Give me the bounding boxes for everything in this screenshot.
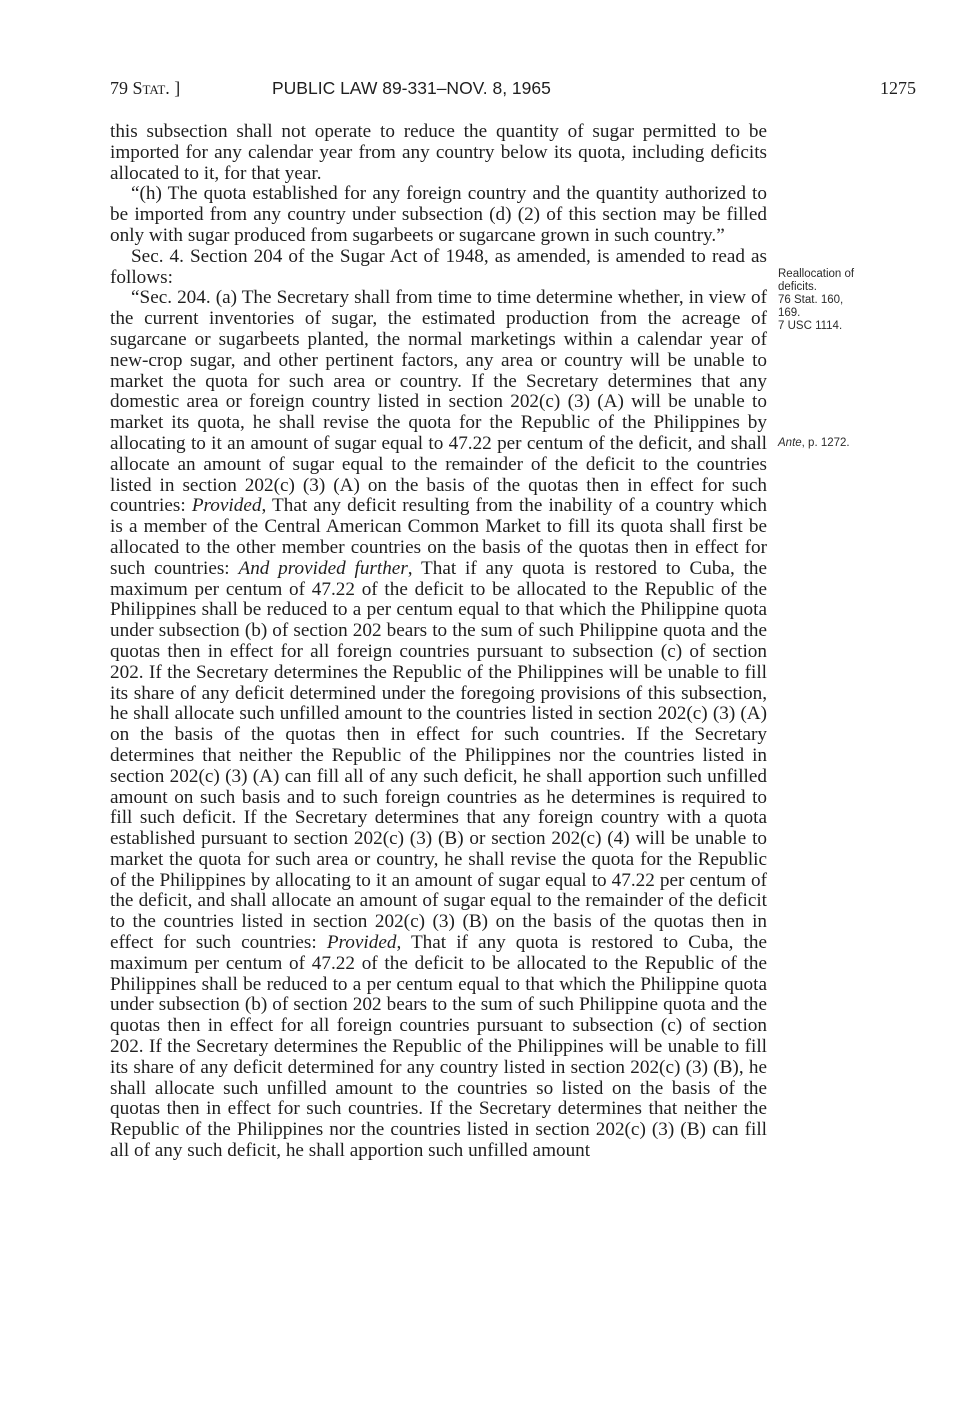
margin-citation-usc: 7 USC 1114. (778, 320, 843, 332)
volume-reference: 79 Stat. ] (110, 78, 181, 98)
provided-term-2: Provided (326, 932, 397, 954)
margin-note-ante (778, 437, 918, 450)
margin-heading-2: deficits. (778, 281, 817, 293)
margin-ante: Ante (778, 437, 802, 449)
sec204-part-2: , That any deficit resulting from the inability of a country which is a member of the Central American Common Market to fill its quota shall first be allocated to the other member countries on the basis of the quotas then in effect for such countries: (110, 495, 768, 579)
sec204-part-3: , That if any quota is restored to Cuba, the maximum per centum of 47.22 of the deficit to be allocated to the Republic of the Philippines shall be reduced to a per centum equal to that which the Philippine quota under subsection (b) of section 202 bears to the sum of such Philippine quota and the quotas then in effect for all foreign countries pursuant to subsection (c) of section 202. If the Secretary determines the Republic of the Philippines will be unable to fill its share of any deficit determined under the foregoing provisions of this subsection, he shall allocate such unfilled amount to the countries listed in section 202(c) (3) (A) on the basis of the quotas then in effect for such countries. If the Secretary determines that neither the Republic of the Philippines nor the countries listed in section 202(c) (3) (A) can fill all of any such deficit, he shall apportion such unfilled amount on such basis and to such foreign countries as he determines is required to fill such deficit. If the Secretary determines that any foreign country with a quota established pursuant to section 202(c) (3) (B) or section 202(c) (4) will be unable to market the quota for such area or country, he shall revise the quota for the Republic of the Philippines by allocating to it an amount of sugar equal to 47.22 per centum of the deficit, and shall allocate an amount of sugar equal to the remainder of the deficit to the countries listed in section 202(c) (3) (B) on the basis of the quotas then in effect for such countries: (110, 557, 768, 954)
page-number: 1275 (880, 78, 916, 98)
sec204-part-4: , That if any quota is restored to Cuba, the maximum per centum of 47.22 of the deficit to be allocated to the Republic of the Philippines shall be reduced to a per centum equal to that which the Philippine quota under subsection (b) of section 202 bears to the sum of such Philippine quota and the quotas then in effect for all foreign countries pursuant to subsection (c) of section 202. If the Secretary determines the Republic of the Philippines will be unable to fill its share of any deficit determined for any country listed in section 202(c) (3) (B), he shall allocate such unfilled amount to the countries so listed on the basis of the quotas then in effect for such countries. If the Secretary determines that neither the Republic of the Philippines nor the countries listed in section 202(c) (3) (B) can fill all of any such deficit, he shall apportion such unfilled amount (110, 932, 767, 1162)
sec204-lead: “Sec. 204. (a) The Secretary shall from time to time determine whether, in view of the current inventories of sugar, the estimated production from the acreage of sugarcane or sugarbeets planted, the normal marketings within a calendar year of new-crop sugar, and other pertinent factors, any area or country will be unable to market the quota for such area or country. If the Secretary determines that any domestic area or foreign country listed in section 202(c) (3) (A) will be unable to market its quota, he shall revise the quota for the Republic of the Philippines by allocating to it an amount of sugar equal to 47.22 per centum of the deficit, and shall allocate an amount of sugar equal to the remainder of the deficit to the countries listed in section 202(c) (3) (A) on the basis of the quotas then in effect for such countries: (110, 287, 767, 517)
paragraph-subsection-h: “(h) The quota established for any foreign country and the quantity authorized to be imported from any country under subsection (d) (2) of this section may be filled only with sugar produced from sugarbeets or sugarcane grown in such country.” (110, 183, 767, 246)
paragraph-sec-204 (110, 288, 767, 1161)
page-header (110, 77, 916, 99)
margin-citation-stat: 76 Stat. 160, (778, 294, 844, 306)
page-title: PUBLIC LAW 89-331–NOV. 8, 1965 (272, 78, 551, 98)
margin-citation-stat-2: 169. (778, 307, 801, 319)
paragraph-sec-4: Sec. 4. Section 204 of the Sugar Act of 1948, as amended, is amended to read as follows: (110, 245, 767, 288)
provided-term: Provided (191, 495, 262, 517)
margin-heading: Reallocation of (778, 268, 855, 280)
body-text (110, 122, 767, 1162)
margin-ante-ref: , p. 1272. (801, 437, 850, 449)
margin-note-reallocation (778, 268, 918, 333)
provided-further-term: And provided further (238, 557, 408, 579)
paragraph-continuation: this subsection shall not operate to reduce the quantity of sugar permitted to be imported for any calendar year from any country below its quota, including deficits allocated to it, for that year. (110, 121, 767, 184)
